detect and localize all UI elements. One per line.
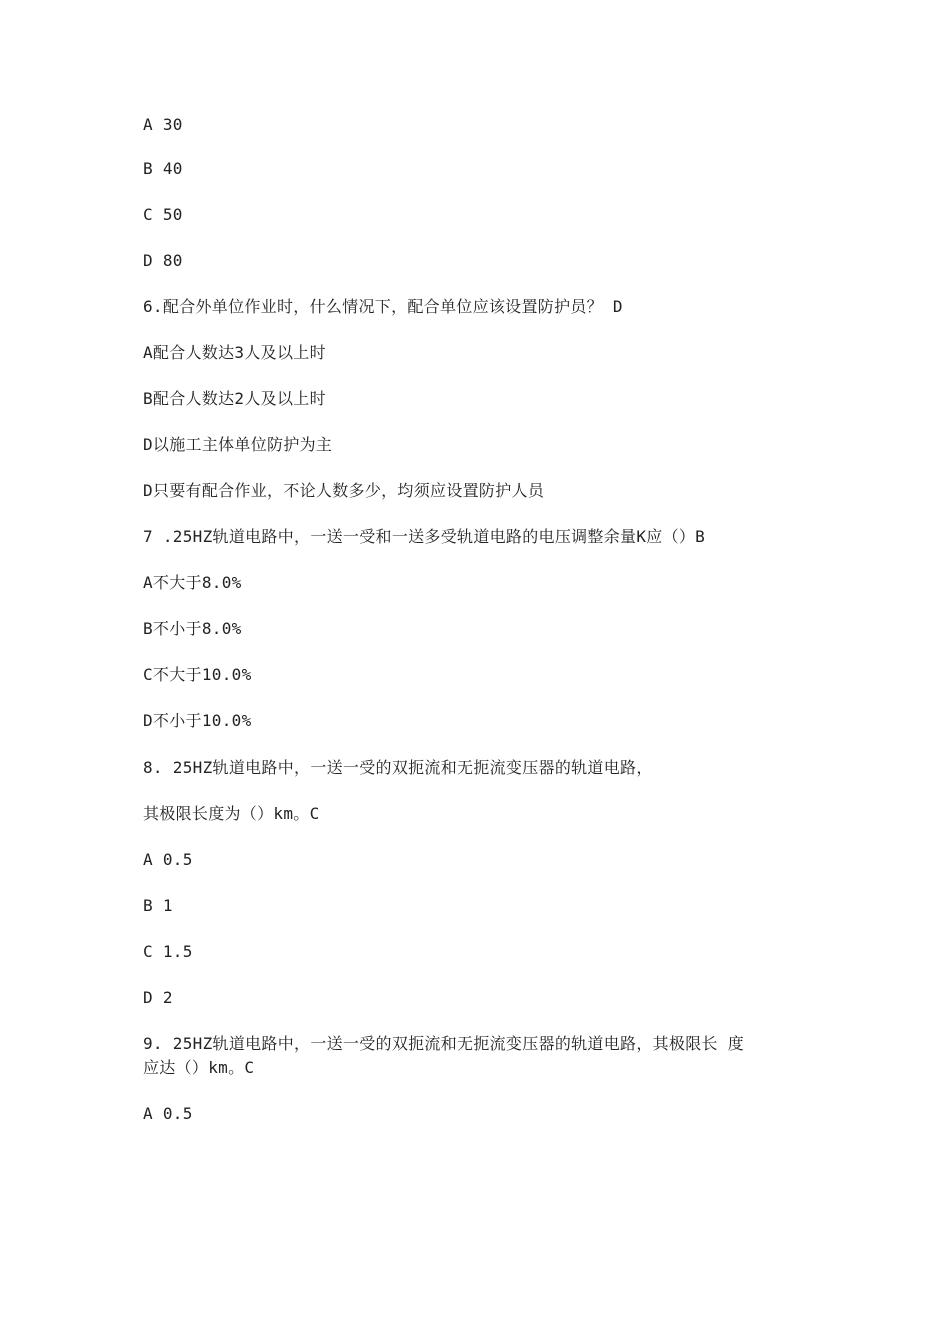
option-a-q5: A 30 (143, 115, 183, 134)
option-a-q6: A配合人数达3人及以上时 (143, 343, 326, 362)
option-b-q8: B 1 (143, 896, 173, 915)
option-d1-q6: D以施工主体单位防护为主 (143, 435, 333, 454)
option-a-q9: A 0.5 (143, 1104, 193, 1123)
question-6: 6.配合外单位作业时，什么情况下，配合单位应该设置防护员？ D (143, 297, 623, 316)
option-d-q5: D 80 (143, 251, 183, 270)
option-a-q7: A不大于8.0% (143, 573, 242, 592)
option-d-q8: D 2 (143, 988, 173, 1007)
question-8-line2: 其极限长度为（）km。C (143, 804, 320, 823)
option-d-q7: D不小于10.0% (143, 711, 252, 730)
question-7: 7 .25HZ轨道电路中，一送一受和一送多受轨道电路的电压调整余量K应（）B (143, 527, 706, 546)
option-b-q5: B 40 (143, 159, 183, 178)
option-c-q5: C 50 (143, 205, 183, 224)
question-9-line1: 9. 25HZ轨道电路中，一送一受的双扼流和无扼流变压器的轨道电路，其极限长 度 (143, 1034, 745, 1053)
option-b-q7: B不小于8.0% (143, 619, 242, 638)
option-c-q8: C 1.5 (143, 942, 193, 961)
question-8-line1: 8. 25HZ轨道电路中，一送一受的双扼流和无扼流变压器的轨道电路， (143, 758, 653, 777)
option-b-q6: B配合人数达2人及以上时 (143, 389, 326, 408)
question-9-line2: 应达（）km。C (143, 1058, 255, 1077)
option-d2-q6: D只要有配合作业，不论人数多少，均须应设置防护人员 (143, 481, 545, 500)
option-c-q7: C不大于10.0% (143, 665, 252, 684)
option-a-q8: A 0.5 (143, 850, 193, 869)
